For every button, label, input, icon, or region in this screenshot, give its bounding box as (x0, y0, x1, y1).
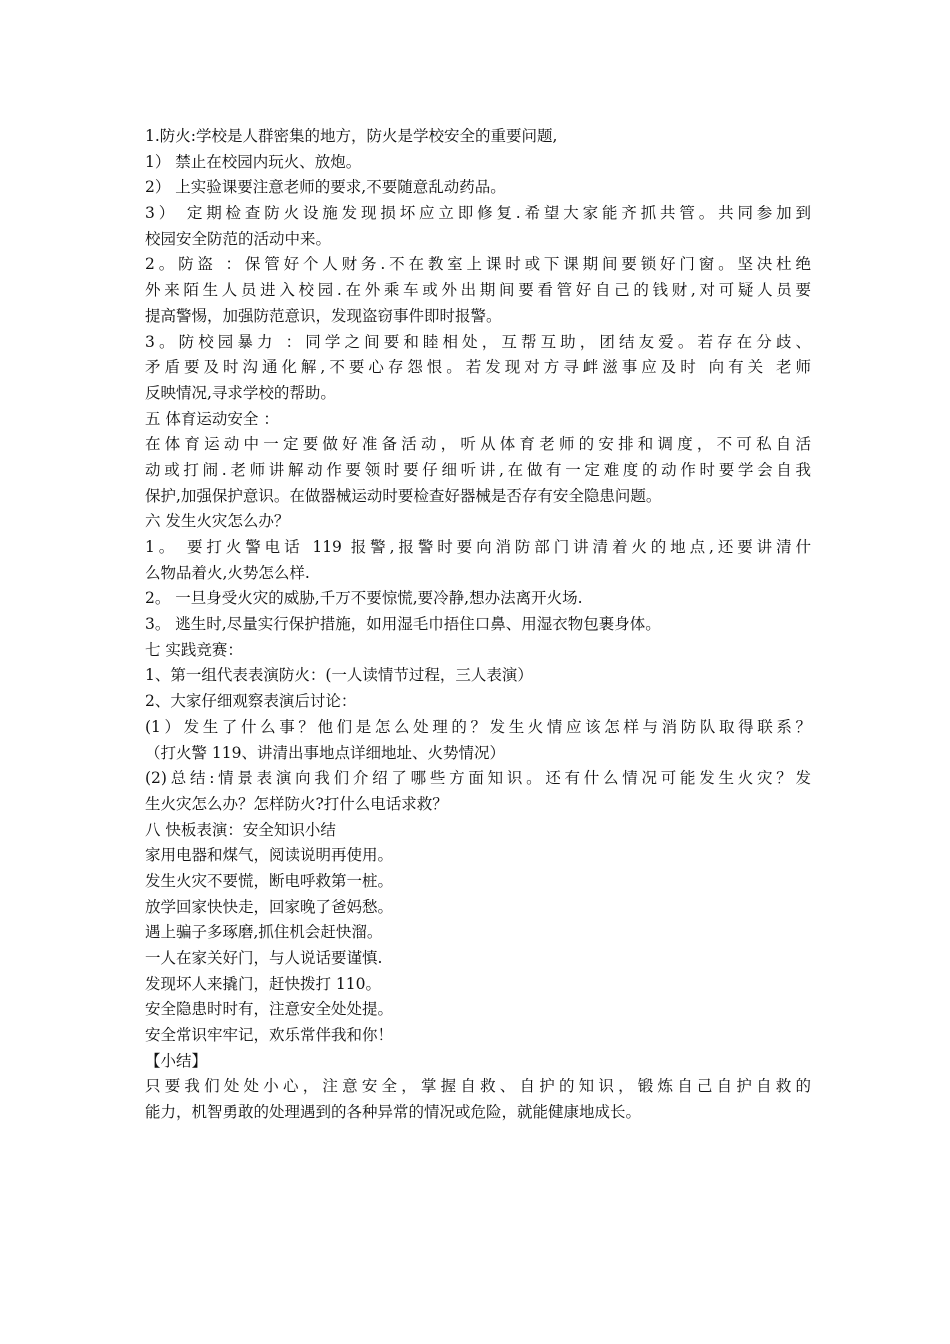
text-line: 3。防校园暴力 ：同学之间要和睦相处，互帮互助，团结友爱。若存在分歧、 (145, 332, 811, 351)
text-line: 六 发生火灾怎么办？ (145, 512, 290, 531)
text-line: 2。防盗 ：保管好个人财务.不在教室上课时或下课期间要锁好门窗。坚决杜绝 (145, 255, 811, 274)
text-line: 3。 逃生时,尽量实行保护措施，如用湿毛巾捂住口鼻、用湿衣物包裹身体。 (145, 615, 661, 634)
text-line: 1） 禁止在校园内玩火、放炮。 (145, 152, 362, 171)
text-line: 只要我们处处小心，注意安全，掌握自救、自护的知识，锻炼自己自护自救的 (145, 1077, 811, 1096)
text-line: 五 体育运动安全 ： (145, 409, 279, 428)
text-line: 安全常识牢牢记，欢乐常伴我和你！ (145, 1026, 394, 1045)
text-line: 放学回家快快走，回家晚了爸妈愁。 (145, 897, 394, 916)
text-line: 反映情况,寻求学校的帮助。 (145, 383, 336, 402)
text-line: 生火灾怎么办？怎样防火?打什么电话求救？ (145, 794, 448, 813)
text-line: 外来陌生人员进入校园.在外乘车或外出期间要看管好自己的钱财,对可疑人员要 (145, 281, 811, 300)
text-line: 七 实践竞赛： (145, 640, 243, 659)
text-line: (2)总结:情景表演向我们介绍了哪些方面知识。还有什么情况可能发生火灾？发 (145, 769, 811, 788)
text-line: 一人在家关好门，与人说话要谨慎. (145, 949, 383, 967)
text-line: 1。 要打火警电话 119 报警,报警时要向消防部门讲清着火的地点,还要讲清什 (145, 538, 811, 556)
text-line: 遇上骗子多琢磨,抓住机会赶快溜。 (145, 923, 383, 942)
text-line: 么物品着火,火势怎么样. (145, 563, 310, 582)
text-line: 2。 一旦身受火灾的威胁,千万不要惊慌,要冷静,想办法离开火场. (145, 589, 583, 608)
document-body (145, 124, 811, 1126)
text-line: 3） 定期检查防火设施发现损坏应立即修复.希望大家能齐抓共管。共同参加到 (145, 204, 811, 223)
text-line: 2、大家仔细观察表演后讨论： (145, 692, 357, 711)
text-line: 1.防火:学校是人群密集的地方，防火是学校安全的重要问题, (145, 127, 558, 145)
text-line: 矛盾要及时沟通化解,不要心存怨恨。若发现对方寻衅滋事应及时 向有关 老师 (145, 358, 811, 377)
text-line: 提高警惕，加强防范意识，发现盗窃事件即时报警。 (145, 306, 502, 325)
text-line: 动或打闹.老师讲解动作要领时要仔细听讲,在做有一定难度的动作时要学会自我 (145, 460, 811, 479)
text-line: 2） 上实验课要注意老师的要求,不要随意乱动药品。 (145, 178, 506, 197)
text-line: 家用电器和煤气，阅读说明再使用。 (145, 846, 394, 865)
text-line: 保护,加强保护意识。在做器械运动时要检查好器械是否存有安全隐患问题。 (145, 486, 662, 505)
text-line: 能力，机智勇敢的处理遇到的各种异常的情况或危险，就能健康地成长。 (145, 1103, 642, 1122)
text-line: 在体育运动中一定要做好准备活动，听从体育老师的安排和调度，不可私自活 (145, 435, 811, 454)
text-line: 发现坏人来撬门，赶快拨打 110。 (145, 974, 382, 993)
text-line: 【小结】 (145, 1051, 208, 1070)
text-line: (1）发生了什么事？他们是怎么处理的？发生火情应该怎样与消防队取得联系？ (145, 717, 811, 736)
text-line: 八 快板表演：安全知识小结 (145, 820, 336, 839)
text-line: 1、第一组代表表演防火：(一人读情节过程，三人表演） (145, 666, 533, 685)
text-line: 发生火灾不要慌，断电呼救第一桩。 (145, 871, 394, 890)
text-line: 校园安全防范的活动中来。 (145, 229, 332, 248)
text-line: 安全隐患时时有，注意安全处处提。 (145, 1000, 394, 1019)
text-line: （打火警 119、讲清出事地点详细地址、火势情况） (145, 743, 506, 762)
